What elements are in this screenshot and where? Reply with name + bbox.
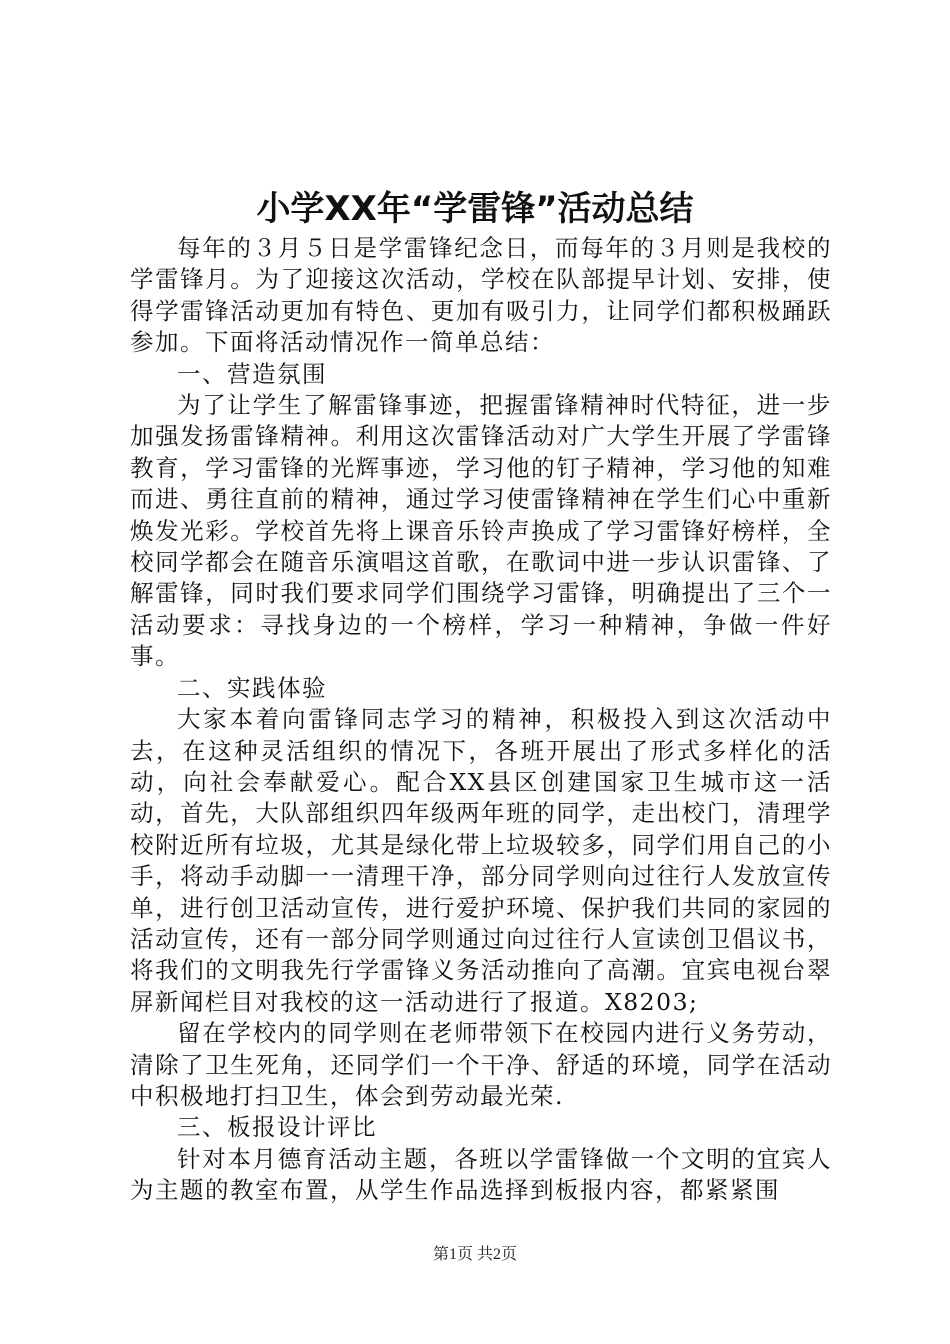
body-paragraph: 大家本着向雷锋同志学习的精神，积极投入到这次活动中去，在这种灵活组织的情况下，各班开展出了形式多样化的活动，向社会奉献爱心。配合XX县区创建国家卫生城市这一活动，首先，大队部组织四年级两年班的同学，走出校门，清理学校附近所有垃圾，尤其是绿化带上垃圾较多，同学们用自己的小手，将动手动脚一一清理干净，部分同学则向过往行人发放宣传单，进行创卫活动宣传，进行爱护环境、保护我们共同的家园的活动宣传，还有一部分同学则通过向过往行人宣读创卫倡议书，将我们的文明我先行学雷锋义务活动推向了高潮。宜宾电视台翠屏新闻栏目对我校的这一活动进行了报道。X8203; <box>130 705 832 1016</box>
section-heading: 三、板报设计评比 <box>177 1113 377 1142</box>
page-footer: 第1页 共2页 <box>432 1246 517 1263</box>
body-paragraph: 针对本月德育活动主题，各班以学雷锋做一个文明的宜宾人为主题的教室布置，从学生作品选择到板报内容，都紧紧围 <box>130 1144 832 1205</box>
body-paragraph: 为了让学生了解雷锋事迹，把握雷锋精神时代特征，进一步加强发扬雷锋精神。利用这次雷锋活动对广大学生开展了学雷锋教育，学习雷锋的光辉事迹，学习他的钉子精神，学习他的知难而进、勇往直前的精神，通过学习使雷锋精神在学生们心中重新焕发光彩。学校首先将上课音乐铃声换成了学习雷锋好榜样，全校同学都会在随音乐演唱这首歌，在歌词中进一步认识雷锋、了解雷锋，同时我们要求同学们围绕学习雷锋，明确提出了三个一活动要求：寻找身边的一个榜样，学习一种精神，争做一件好事。 <box>130 391 832 671</box>
section-heading: 一、营造氛围 <box>177 359 327 388</box>
page-title: 小学XX年“学雷锋”活动总结 <box>256 189 694 229</box>
body-paragraph: 留在学校内的同学则在老师带领下在校园内进行义务劳动，清除了卫生死角，还同学们一个干净、舒适的环境，同学在活动中积极地打扫卫生，体会到劳动最光荣. <box>130 1019 832 1110</box>
section-heading: 二、实践体验 <box>177 673 327 702</box>
document-body <box>130 233 832 1207</box>
body-paragraph: 每年的３月５日是学雷锋纪念日，而每年的３月则是我校的学雷锋月。为了迎接这次活动，学校在队部提早计划、安排，使得学雷锋活动更加有特色、更加有吸引力，让同学们都积极踊跃参加。下面将活动情况作一简单总结： <box>130 234 832 357</box>
